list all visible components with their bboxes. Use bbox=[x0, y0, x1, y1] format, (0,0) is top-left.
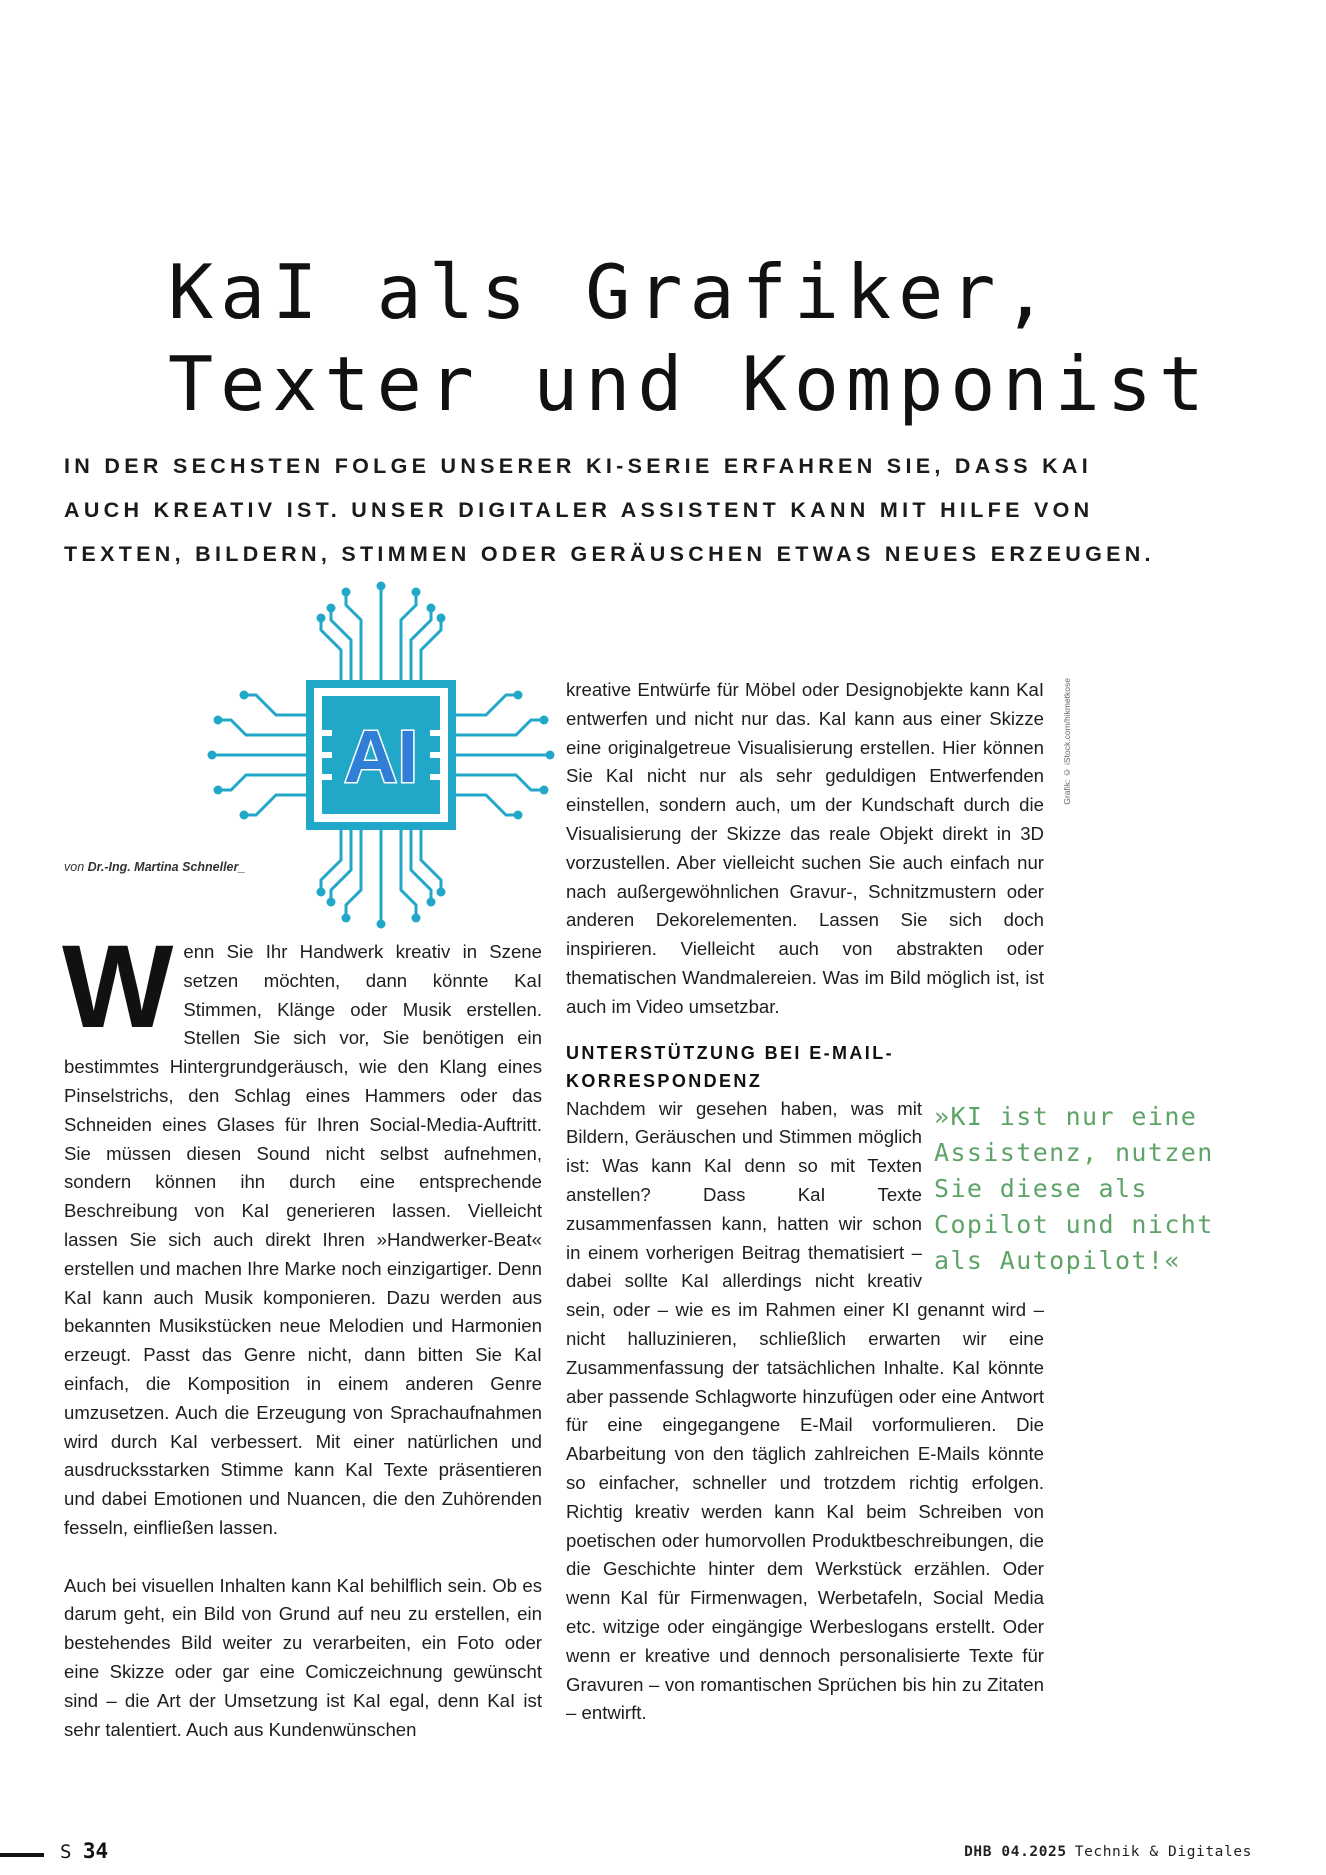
page-number-value: 34 bbox=[82, 1839, 109, 1863]
paragraph-4 bbox=[566, 1095, 1214, 1729]
paragraph-2: Auch bei visuellen Inhalten kann KaI behilflich sein. Ob es darum geht, ein Bild von Grund auf neu zu erstellen, ein bestehendes Bild weiter zu verarbeiten, ein Foto oder eine Skizze oder gar eine Comiczeichnung gewünscht sind – die Art der Umsetzung ist KaI egal, denn KaI ist sehr talentiert. Auch aus Kundenwünschen bbox=[64, 1574, 542, 1740]
ai-chip-icon bbox=[206, 580, 556, 930]
ai-chip-label: AI bbox=[344, 715, 418, 798]
pull-quote: »KI ist nur eine Assistenz, nutzen Sie diese als Copilot und nicht als Autopilot!« bbox=[934, 1101, 1214, 1275]
lead-line-3: TEXTEN, BILDERN, STIMMEN ODER GERÄUSCHEN ETWAS NEUES ERZEUGEN. bbox=[64, 542, 1155, 566]
lead-line-1: IN DER SECHSTEN FOLGE UNSERER KI-SERIE ERFAHREN SIE, DASS KAI bbox=[64, 454, 1093, 478]
lead-line-2: AUCH KREATIV IST. UNSER DIGITALER ASSISTENT KANN MIT HILFE VON bbox=[64, 498, 1094, 522]
article-title-line-1: KaI als Grafiker, bbox=[168, 248, 1055, 336]
issue-label: DHB 04.2025 bbox=[964, 1844, 1067, 1860]
page-number bbox=[60, 1839, 108, 1863]
footer-issue-section bbox=[964, 1844, 1252, 1860]
byline-author: Dr.-Ing. Martina Schneller_ bbox=[87, 860, 246, 874]
paragraph-3: kreative Entwürfe für Möbel oder Designobjekte kann KaI entwerfen und nicht nur das. KaI kann aus einer Skizze eine originalgetreue Visualisierung erstellen. Hier können Sie KaI nicht nur als sehr geduldigen Entwerfenden einstellen, sondern auch, um der Kundschaft durch die Visualisierung der Skizze das reale Objekt direkt in 3D vorzustellen. Aber vielleicht suchen Sie auch einfach nur nach außergewöhnlichen Gravur-, Schnitzmustern oder anderen Dekorelementen. Lassen Sie sich doch inspirieren. Vielleicht auch von abstrakten oder thematischen Wandmalereien. Was im Bild möglich ist, ist auch im Video umsetzbar. bbox=[566, 679, 1044, 1017]
article-title-line-2: Texter und Komponist bbox=[168, 340, 1212, 428]
paragraph-1 bbox=[62, 921, 542, 1543]
byline bbox=[64, 860, 245, 874]
article-lead bbox=[64, 444, 1155, 576]
section-label: Technik & Digitales bbox=[1074, 1844, 1252, 1860]
drop-cap: W bbox=[62, 921, 174, 1053]
article-column-left bbox=[62, 921, 542, 1744]
page-prefix: S bbox=[60, 1841, 72, 1863]
image-credit: Grafik: © iStock.com/hikmetkose bbox=[1062, 678, 1072, 805]
paragraph-1-text: enn Sie Ihr Handwerk kreativ in Szene setzen möchten, dann könnte KaI Stimmen, Klänge oder Musik erstellen. Stellen Sie sich vor, Sie benötigen ein bestimmtes Hintergrundgeräusch, wie den Klang eines Pinselstrichs, den Schlag eines Hammers oder das Schneiden eines Glases für Ihren Social-Media-Auftritt. Sie müssen diesen Sound nicht selbst aufnehmen, sondern können ihn durch eine entsprechende Beschreibung von KaI generieren lassen. Vielleicht lassen Sie sich auch direkt Ihren »Handwerker-Beat« erstellen und machen Ihre Marke noch einzigartiger. Denn KaI kann auch Musik komponieren. Dazu werden aus bekannten Musikstücken neue Melodien und Harmonien erzeugt. Passt das Genre nicht, dann bitten Sie KaI einfach, die Komposition in einem anderen Genre umzusetzen. Auch die Erzeugung von Sprachaufnahmen wird durch KaI verbessert. Mit einer natürlichen und ausdrucksstarken Stimme kann KaI Texte präsentieren und dabei Emotionen und Nuancen, die den Zuhörenden fesseln, einfließen lassen. bbox=[64, 941, 542, 1538]
footer-rule bbox=[0, 1853, 44, 1857]
section-subheading: UNTERSTÜTZUNG BEI E-MAIL-KORRESPONDENZ bbox=[566, 1042, 894, 1091]
paragraph-4-text: Nachdem wir gesehen haben, was mit Bildern, Geräuschen und Stimmen möglich ist: Was kann KaI denn so mit Texten anstellen? Dass KaI Texte zusammenfassen kann, hatten wir schon in einem vorherigen Beitrag thematisiert – dabei sollte KaI allerdings nicht kreativ sein, oder – wie es im Rahmen einer KI genannt wird – nicht halluzinieren, schließlich erwarten wir eine Zusammenfassung der tatsächlichen Inhalte. KaI könnte aber passende Schlagworte hinzufügen oder eine Antwort für eine eingegangene E-Mail vorformulieren. Die Abarbeitung von den täglich zahlreichen E-Mails könnte so einfacher, schneller und trotzdem richtig erfolgen. Richtig kreativ werden kann KaI beim Schreiben von poetischen oder humorvollen Produktbeschreibungen, die die Geschichte hinter dem Werkstück erzählen. Oder wenn KaI für Firmenwagen, Werbetafeln, Social Media etc. witzige oder eingängige Werbeslogans erstellt. Oder wenn er kreative und dennoch personalisierte Texte für Gravuren – von romantischen Sprüchen bis hin zu Zitaten – entwirft. bbox=[566, 1097, 1044, 1724]
byline-prefix: von bbox=[64, 860, 88, 874]
article-title bbox=[168, 246, 1288, 430]
